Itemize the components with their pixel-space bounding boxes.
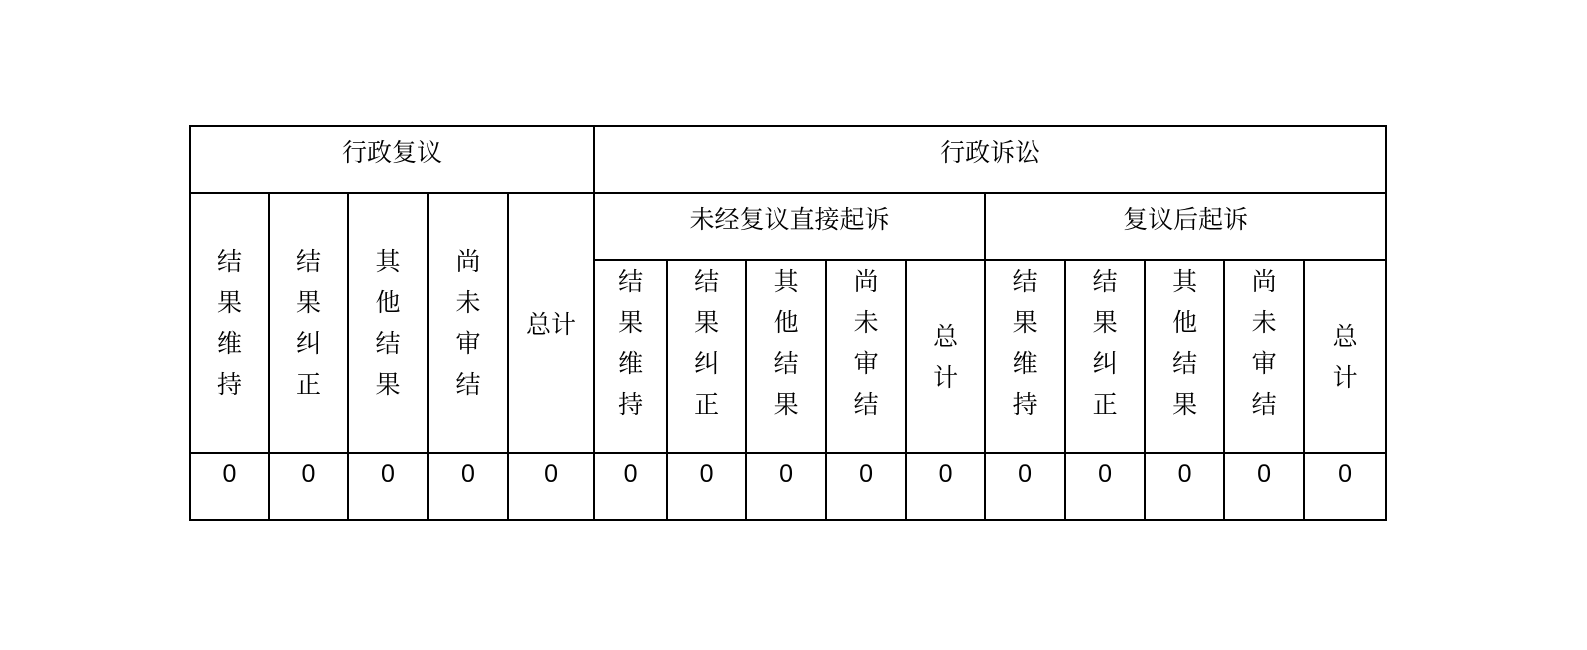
value-cell: 0 — [269, 453, 348, 520]
value-cell: 0 — [906, 453, 985, 520]
header-direct-upheld: 结果维持 — [594, 260, 667, 453]
header-review-other: 其他结果 — [348, 193, 428, 453]
value-cell: 0 — [826, 453, 906, 520]
value-cell: 0 — [1304, 453, 1386, 520]
header-after-pending: 尚未审结 — [1224, 260, 1304, 453]
header-admin-review: 行政复议 — [190, 126, 594, 193]
value-cell: 0 — [1065, 453, 1145, 520]
statistics-table — [189, 125, 1387, 521]
header-direct-corrected: 结果纠正 — [667, 260, 746, 453]
header-direct-other: 其他结果 — [746, 260, 826, 453]
header-direct-total: 总计 — [906, 260, 985, 453]
header-review-total: 总计 — [508, 193, 594, 453]
header-direct-pending: 尚未审结 — [826, 260, 906, 453]
table-row — [190, 453, 1386, 520]
header-after-other: 其他结果 — [1145, 260, 1224, 453]
header-after-upheld: 结果维持 — [985, 260, 1065, 453]
value-cell: 0 — [428, 453, 508, 520]
value-cell: 0 — [348, 453, 428, 520]
header-suit-after-review: 复议后起诉 — [985, 193, 1386, 260]
header-direct-suit: 未经复议直接起诉 — [594, 193, 985, 260]
value-cell: 0 — [985, 453, 1065, 520]
header-review-upheld: 结果维持 — [190, 193, 269, 453]
value-cell: 0 — [667, 453, 746, 520]
value-cell: 0 — [746, 453, 826, 520]
value-cell: 0 — [1145, 453, 1224, 520]
value-cell: 0 — [190, 453, 269, 520]
header-review-corrected: 结果纠正 — [269, 193, 348, 453]
header-review-pending: 尚未审结 — [428, 193, 508, 453]
value-cell: 0 — [508, 453, 594, 520]
value-cell: 0 — [1224, 453, 1304, 520]
value-cell: 0 — [594, 453, 667, 520]
header-admin-litigation: 行政诉讼 — [594, 126, 1386, 193]
header-after-total: 总计 — [1304, 260, 1386, 453]
header-after-corrected: 结果纠正 — [1065, 260, 1145, 453]
